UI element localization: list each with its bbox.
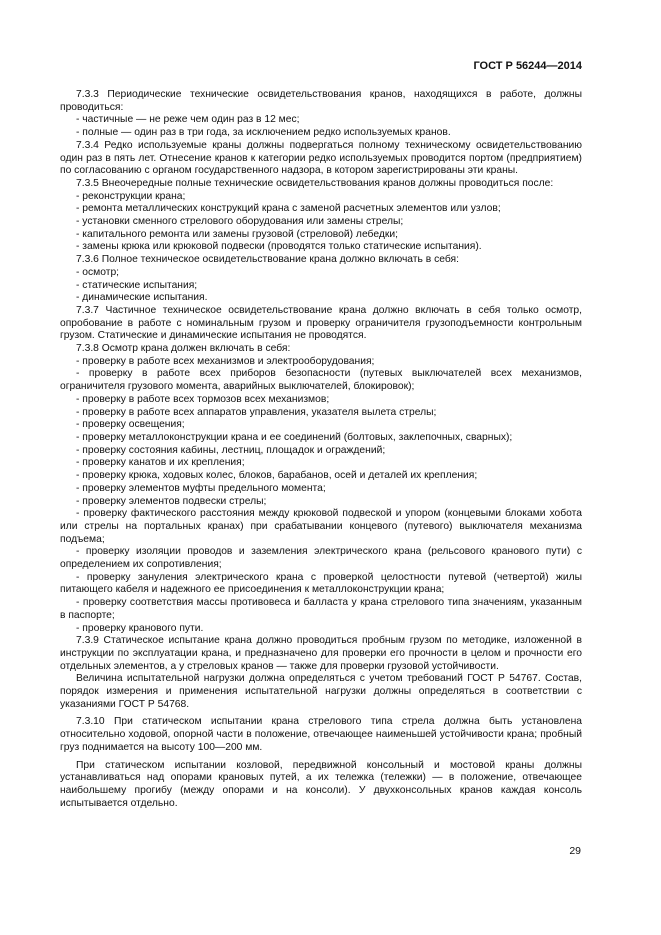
list-item: - проверку состояния кабины, лестниц, площадок и ограждений; (76, 444, 386, 456)
list-item: - проверку зануления электрического крана с проверкой целостности путевой (четвертой) жилы питающего кабеля и надежного ее присоединения к металлоконструкции крана; (60, 571, 582, 596)
paragraph: При статическом испытании козловой, передвижной консольный и мостовой краны должны устанавливаться над опорами крановых путей, а их тележка (тележки) — в положение, отвечающее наибольшему прогибу (между опорами и на консоли). У двухконсольных кранов каждая консоль испытывается отдельно. (60, 759, 582, 809)
list-item: - проверку фактического расстояния между крюковой подвеской и упором (концевыми блоками хобота или стрелы на портальных кранах) при срабатывании концевого (путевого) выключателя механизма подъема; (60, 508, 582, 545)
list-item: - динамические испытания. (76, 292, 208, 304)
paragraph: 7.3.10 При статическом испытании крана стрелового типа стрела должна быть установлена относительно ходовой, опорной части в положение, отвечающее наименьшей устойчивости крана; пробный груз поднимается на высоту 100—200 мм. (60, 716, 582, 753)
paragraph: 7.3.3 Периодические технические освидетельствования кранов, находящихся в работе, должны проводиться: (60, 89, 582, 113)
list-item: - проверку элементов подвески стрелы; (76, 495, 267, 507)
paragraph: 7.3.5 Внеочередные полные технические освидетельствования кранов должны проводиться после: (76, 177, 554, 189)
list-item: - проверку кранового пути. (76, 622, 204, 634)
paragraph: Величина испытательной нагрузки должна определяться с учетом требований ГОСТ Р 54767. Состав, порядок измерения и применения испытательной нагрузки должны определяться в соответствии с указаниями ГОСТ Р 54768. (60, 673, 582, 710)
list-item: - проверку в работе всех приборов безопасности (путевых выключателей всех механизмов, ограничителя грузового момента, аварийных выключателей, блокировок); (60, 368, 582, 393)
list-item: - реконструкции крана; (76, 190, 186, 202)
list-item: - проверку освещения; (76, 419, 185, 431)
list-item: - статические испытания; (76, 279, 198, 291)
list-item: - проверку в работе всех тормозов всех механизмов; (76, 393, 330, 405)
document-body (60, 89, 582, 810)
list-item: - проверку соответствия массы противовеса и балласта у крана стрелового типа значениям, указанным в паспорте; (60, 597, 582, 621)
paragraph: 7.3.7 Частичное техническое освидетельствование крана должно включать в себя только осмотр, опробование в работе с номинальным грузом и проверку ограничителя грузоподъемности контрольным грузом. Статические и динамические испытания не проводятся. (60, 304, 582, 342)
paragraph: 7.3.4 Редко используемые краны должны подвергаться полному техническому освидетельствованию один раз в пять лет. Отнесение кранов к категории редко используемых проводится портом (предприятием) по согласованию с органом государственного надзора, в котором зарегистрированы эти краны. (60, 139, 582, 177)
list-item: - проверку в работе всех аппаратов управления, указателя вылета стрелы; (76, 406, 437, 418)
paragraph: 7.3.9 Статическое испытание крана должно проводиться пробным грузом по методике, изложенной в инструкции по эксплуатации крана, и предназначено для проверки его прочности в целом и прочности его отдельных элементов, а у стреловых кранов — также для проверки грузовой устойчивости. (60, 635, 582, 672)
list-item: - проверку в работе всех механизмов и электрооборудования; (76, 355, 375, 367)
list-item: - осмотр; (76, 266, 120, 278)
paragraph: 7.3.8 Осмотр крана должен включать в себя: (76, 343, 291, 355)
list-item: - проверку крюка, ходовых колес, блоков, барабанов, осей и деталей их крепления; (76, 470, 478, 482)
list-item: - проверку изоляции проводов и заземления электрического крана (рельсового кранового пути) с определением их сопротивления; (60, 546, 582, 571)
list-item: - капитального ремонта или замены грузовой (стреловой) лебедки; (76, 228, 398, 240)
paragraph: 7.3.6 Полное техническое освидетельствование крана должно включать в себя: (76, 254, 459, 266)
list-item: - ремонта металлических конструкций крана с заменой расчетных элементов или узлов; (76, 203, 501, 215)
list-item: - замены крюка или крюковой подвески (проводятся только статические испытания). (76, 241, 482, 253)
list-item: - проверку элементов муфты предельного момента; (76, 482, 326, 494)
list-item: - полные — один раз в три года, за исключением редко используемых кранов. (76, 127, 451, 139)
page-number: 29 (569, 845, 581, 857)
list-item: - установки сменного стрелового оборудования или замены стрелы; (76, 216, 404, 228)
document-code: ГОСТ Р 56244—2014 (473, 60, 582, 72)
list-item: - проверку металлоконструкции крана и ее соединений (болтовых, заклепочных, сварных); (76, 431, 513, 443)
list-item: - частичные — не реже чем один раз в 12 мес; (76, 114, 300, 126)
list-item: - проверку канатов и их крепления; (76, 457, 245, 469)
